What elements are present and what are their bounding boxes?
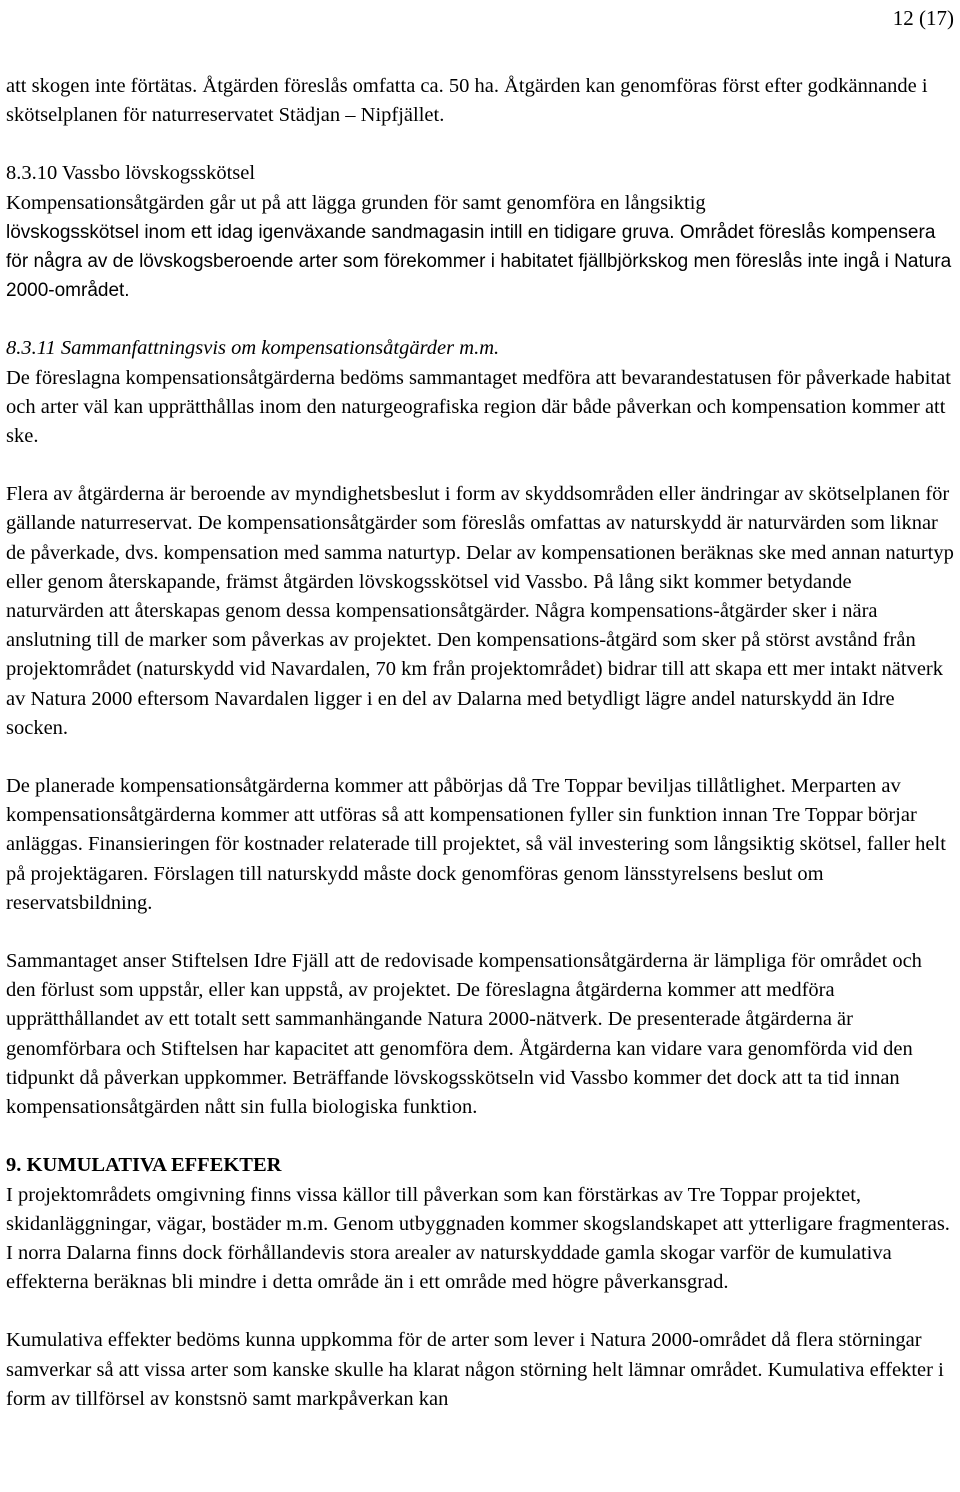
section-8-3-10-body-sans: lövskogsskötsel inom ett idag igenväxande sandmagasin intill en tidigare gruva. Området föreslås kompensera för några av de lövskogsberoende arter som förekommer i habitatet fjällbjörkskog men föreslås inte ingå i Natura 2000-området. (6, 221, 952, 302)
section-9-heading: 9. KUMULATIVA EFFEKTER (6, 1154, 282, 1177)
section-8-3-10-heading: 8.3.10 Vassbo lövskogsskötsel (6, 162, 256, 185)
section-8-3-10-body (6, 189, 954, 306)
section-8-3-11-paragraph-2: Flera av åtgärderna är beroende av myndighetsbeslut i form av skyddsområden eller ändringar av skötselplanen för gällande naturreservat. De kompensationsåtgärder som föreslås omfattas av naturskydd är naturvärden som liknar de påverkade, dvs. kompensation med samma naturtyp. Delar av kompensationen beräknas ske med annan naturtyp eller genom återskapande, främst åtgärden lövskogsskötsel vid Vassbo. På lång sikt kommer betydande naturvärden att återskapas genom dessa kompensationsåtgärder. Några kompensations-åtgärder sker i nära anslutning till de marker som påverkas av projektet. Den kompensations-åtgärd som sker på störst avstånd från projektområdet (naturskydd vid Navardalen, 70 km från projektområdet) bidrar till att skapa ett mer intakt nätverk av Natura 2000 eftersom Navardalen ligger i en del av Dalarna med betydligt lägre andel naturskydd än Idre socken. (6, 483, 954, 739)
section-8-3-11-heading: 8.3.11 Sammanfattningsvis om kompensationsåtgärder m.m. (6, 337, 500, 360)
section-8-3-11-paragraph-4: Sammantaget anser Stiftelsen Idre Fjäll att de redovisade kompensationsåtgärderna är lämpliga för området och den förlust som uppstår, eller kan uppstå, av projektet. De föreslagna åtgärderna kommer att medföra upprätthållandet av ett totalt sett sammanhängande Natura 2000-nätverk. De presenterade åtgärderna är genomförbara och Stiftelsen har kapacitet att genomföra dem. Åtgärderna kan vidare vara genomförda vid den tidpunkt då påverkan uppkommer. Beträffande lövskogsskötseln vid Vassbo kommer det dock att ta tid innan kompensationsåtgärden nått sin fulla biologiska funktion. (6, 950, 922, 1119)
section-8-3-11-paragraph-1: De föreslagna kompensationsåtgärderna bedöms sammantaget medföra att bevarandestatusen för påverkade habitat och arter väl kan upprätthållas inom den naturgeografiska region där både påverkan och kompensation kommer att ske. (6, 366, 951, 448)
page-number: 12 (17) (892, 6, 954, 30)
section-9-paragraph-2: Kumulativa effekter bedöms kunna uppkomma för de arter som lever i Natura 2000-området då flera störningar samverkar så att vissa arter som kanske skulle ha klarat någon störning helt lämnar området. Kumulativa effekter i form av tillförsel av konstsnö samt markpåverkan kan (6, 1329, 944, 1410)
section-8-3-10-body-serif: Kompensationsåtgärden går ut på att lägga grunden för samt genomföra en långsiktig (6, 191, 706, 214)
intro-paragraph: att skogen inte förtätas. Åtgärden föreslås omfatta ca. 50 ha. Åtgärden kan genomföras först efter godkännande i skötselplanen för naturreservatet Städjan – Nipfjället. (6, 75, 928, 127)
section-8-3-11-paragraph-3: De planerade kompensationsåtgärderna kommer att påbörjas då Tre Toppar beviljas tillåtlighet. Merparten av kompensationsåtgärderna kommer att utföras så att kompensationen fyller sin funktion innan Tre Toppar börjar anläggas. Finansieringen för kostnader relaterade till projektet, så väl investering som långsiktig skötsel, faller helt på projektägaren. Förslagen till naturskydd måste dock genomföras genom länsstyrelsens beslut om reservatsbildning. (6, 775, 946, 914)
section-9-paragraph-1: I projektområdets omgivning finns vissa källor till påverkan som kan förstärkas av Tre Toppar projektet, skidanläggningar, vägar, bostäder m.m. Genom utbyggnaden kommer skogslandskapet att ytterligare fragmenteras. I norra Dalarna finns dock förhållandevis stora arealer av naturskyddade gamla skogar varför de kumulativa effekterna beräknas bli mindre i detta område än i ett område med högre påverkansgrad. (6, 1183, 950, 1294)
document-body (6, 72, 954, 1414)
